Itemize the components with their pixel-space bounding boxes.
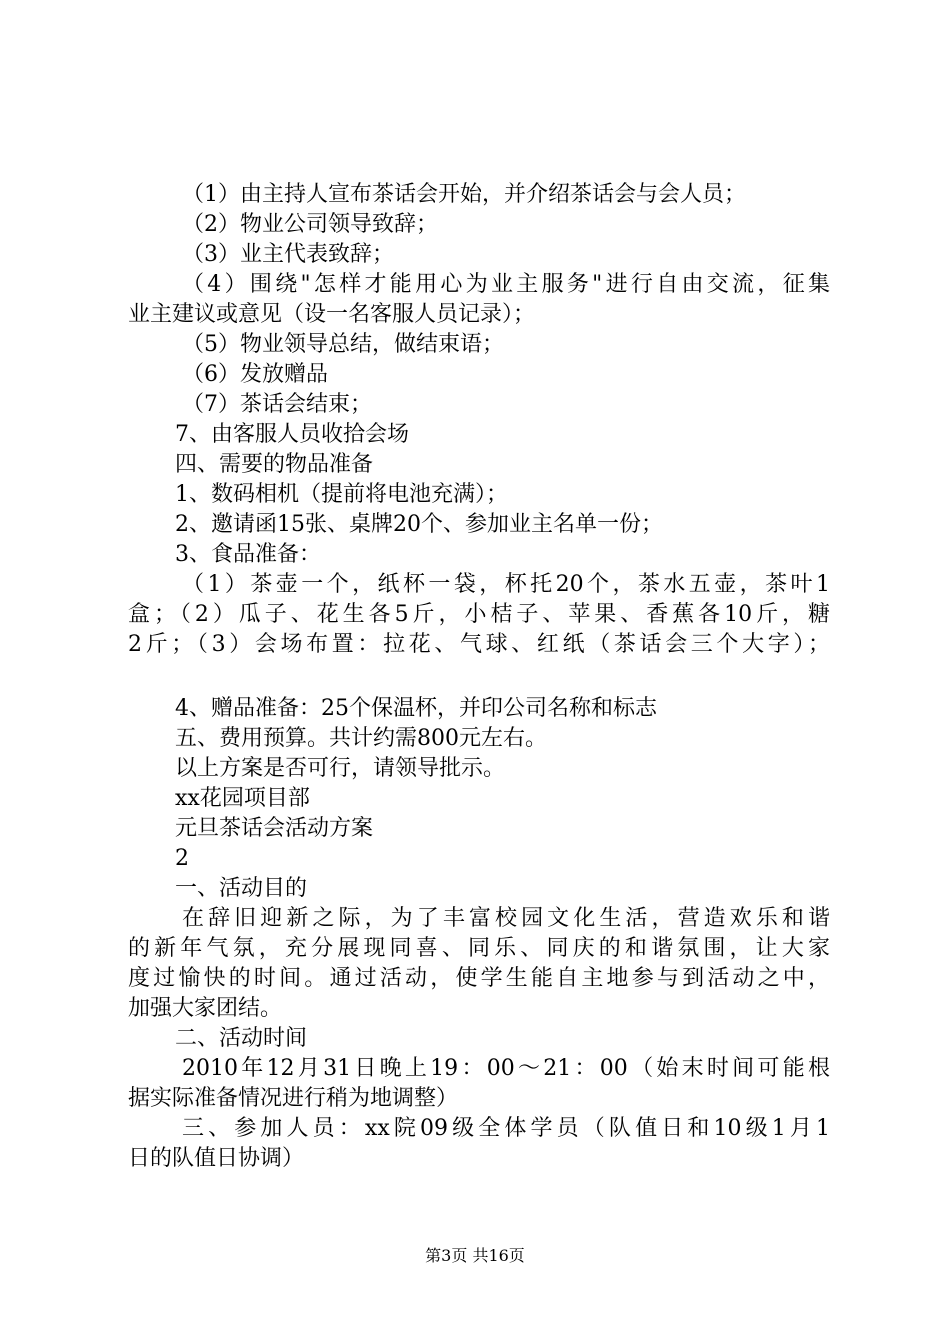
- text-line: 盒；（2）瓜子、花生各5斤，小桔子、苹果、香蕉各10斤，糖: [128, 602, 830, 627]
- text-line: 以上方案是否可行，请领导批示。: [175, 756, 506, 781]
- text-line: 1、数码相机（提前将电池充满）；: [175, 482, 508, 507]
- text-line: （3）业主代表致辞；: [182, 242, 394, 267]
- text-line: 度过愉快的时间。通过活动，使学生能自主地参与到活动之中，: [128, 966, 830, 991]
- text-line: 2010年12月31日晚上19：00～21：00（始末时间可能根: [182, 1056, 830, 1081]
- text-line: xx花园项目部: [175, 786, 310, 811]
- text-line: 业主建议或意见（设一名客服人员记录）；: [128, 302, 536, 327]
- text-line: 据实际准备情况进行稍为地调整）: [128, 1086, 459, 1111]
- text-line: 日的队值日协调）: [128, 1146, 305, 1171]
- text-line: （7）茶话会结束；: [182, 392, 372, 417]
- text-line: 4、赠品准备：25个保温杯，并印公司名称和标志: [175, 696, 657, 721]
- document-title: 元旦茶话会活动方案: [175, 816, 374, 841]
- text-line: 7、由客服人员收拾会场: [175, 422, 409, 447]
- section-heading: 一、活动目的: [175, 876, 308, 901]
- text-line: （1）由主持人宣布茶话会开始，并介绍茶话会与会人员；: [182, 182, 746, 207]
- text-line: 2: [175, 846, 189, 871]
- text-line: 在辞旧迎新之际，为了丰富校园文化生活，营造欢乐和谐: [182, 906, 830, 931]
- text-line: （1）茶壶一个，纸杯一袋，杯托20个，茶水五壶，茶叶1: [182, 572, 830, 597]
- section-heading: 四、需要的物品准备: [175, 452, 374, 477]
- section-heading: 五、费用预算。共计约需800元左右。: [175, 726, 547, 751]
- text-line: （5）物业领导总结，做结束语；: [182, 332, 504, 357]
- text-line: 的新年气氛，充分展现同喜、同乐、同庆的和谐氛围，让大家: [128, 936, 830, 961]
- section-heading: 二、活动时间: [175, 1026, 308, 1051]
- text-line: 2、邀请函15张、桌牌20个、参加业主名单一份；: [175, 512, 663, 537]
- text-line: 3、食品准备：: [175, 542, 321, 567]
- page-footer: 第3页 共16页: [425, 1246, 525, 1265]
- text-line: 2斤；（3）会场布置：拉花、气球、红纸（茶话会三个大字）；: [128, 632, 830, 657]
- text-line: 加强大家团结。: [128, 996, 283, 1021]
- text-line: （2）物业公司领导致辞；: [182, 212, 438, 237]
- text-line: （4）围绕"怎样才能用心为业主服务"进行自由交流，征集: [182, 272, 830, 297]
- section-heading: 三、参加人员：xx院09级全体学员（队值日和10级1月1: [182, 1116, 830, 1141]
- text-line: （6）发放赠品: [182, 362, 328, 387]
